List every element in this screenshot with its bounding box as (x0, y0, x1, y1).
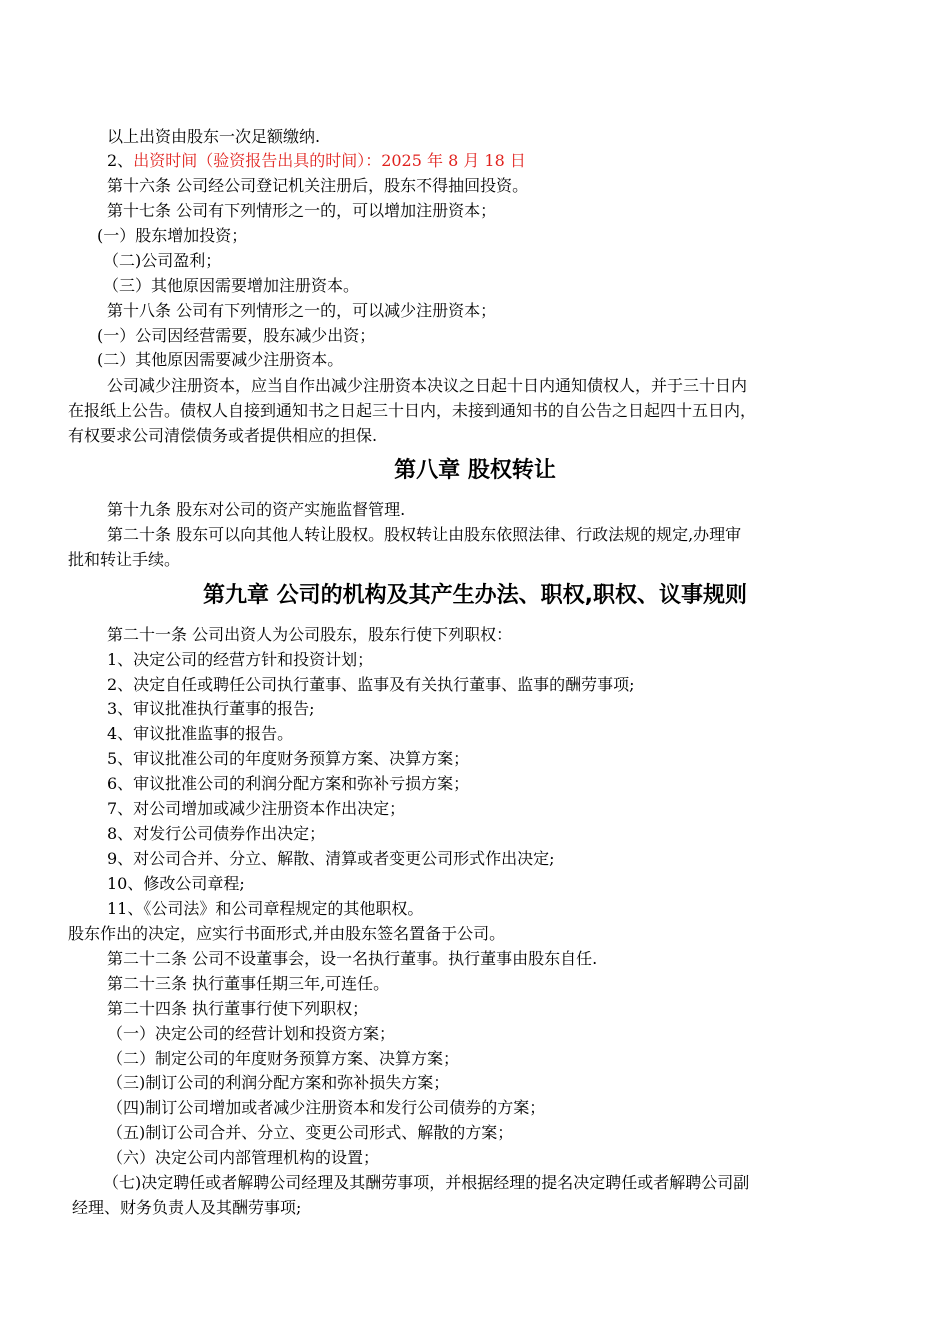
paragraph-line: 批和转让手续。 (68, 550, 181, 569)
list-item: （三)制订公司的利润分配方案和弥补损失方案； (107, 1073, 450, 1092)
list-number: 2、 (107, 151, 134, 170)
paragraph-line: 在报纸上公告。债权人自接到通知书之日起三十日内，未接到通知书的自公告之日起四十五日内， (68, 401, 757, 420)
article-20: 第二十条 股东可以向其他人转让股权。股权转让由股东依照法律、行政法规的规定,办理审 (107, 525, 742, 544)
list-item: 7、对公司增加或减少注册资本作出决定； (107, 799, 406, 818)
list-item: 3、审议批准执行董事的报告; (107, 699, 315, 718)
list-item: （五)制订公司合并、分立、变更公司形式、解散的方案； (107, 1123, 514, 1142)
article-24: 第二十四条 执行董事行使下列职权； (107, 999, 369, 1018)
article-16: 第十六条 公司经公司登记机关注册后，股东不得抽回投资。 (107, 176, 529, 195)
list-item: （三）其他原因需要增加注册资本。 (103, 276, 360, 295)
paragraph-line: 以上出资由股东一次足额缴纳. (107, 127, 321, 146)
list-item: 9、对公司合并、分立、解散、清算或者变更公司形式作出决定; (107, 849, 555, 868)
list-item: （二）制定公司的年度财务预算方案、决算方案； (107, 1049, 460, 1068)
chapter-8-heading: 第八章 股权转让 (394, 458, 556, 483)
article-17: 第十七条 公司有下列情形之一的，可以增加注册资本； (107, 201, 497, 220)
list-item: 10、修改公司章程; (107, 874, 245, 893)
list-item: 1、决定公司的经营方针和投资计划； (107, 650, 374, 669)
paragraph-line: 股东作出的决定，应实行书面形式,并由股东签名置备于公司。 (68, 924, 506, 943)
list-item: 11、《公司法》和公司章程规定的其他职权。 (107, 899, 424, 918)
list-item: 5、审议批准公司的年度财务预算方案、决算方案； (107, 749, 470, 768)
list-item: 4、审议批准监事的报告。 (107, 724, 294, 743)
paragraph-line: 公司减少注册资本，应当自作出减少注册资本决议之日起十日内通知债权人，并于三十日内 (107, 376, 748, 395)
paragraph-line (107, 151, 526, 171)
list-item: （四)制订公司增加或者减少注册资本和发行公司债券的方案； (107, 1098, 546, 1117)
article-19: 第十九条 股东对公司的资产实施监督管理. (107, 500, 406, 519)
article-23: 第二十三条 执行董事任期三年,可连任。 (107, 974, 390, 993)
list-item: （一）决定公司的经营计划和投资方案； (107, 1024, 396, 1043)
chapter-9-heading: 第九章 公司的机构及其产生办法、职权,职权、议事规则 (202, 583, 748, 608)
article-22: 第二十二条 公司不设董事会，设一名执行董事。执行董事由股东自任. (107, 949, 598, 968)
list-item: （二)公司盈利； (103, 251, 222, 270)
list-item: (一）公司因经营需要，股东减少出资； (97, 326, 376, 345)
list-item: (一）股东增加投资； (97, 226, 248, 245)
article-21: 第二十一条 公司出资人为公司股东，股东行使下列职权： (107, 625, 513, 644)
list-item: 8、对发行公司债券作出决定； (107, 824, 326, 843)
list-item: （七)决定聘任或者解聘公司经理及其酬劳事项，并根据经理的提名决定聘任或者解聘公司副 (103, 1173, 750, 1192)
list-item: （六）决定公司内部管理机构的设置； (107, 1148, 380, 1167)
capital-date-highlight: 出资时间（验资报告出具的时间）：2025 年 8 月 18 日 (133, 151, 526, 170)
paragraph-line: 经理、财务负责人及其酬劳事项; (72, 1198, 302, 1217)
article-18: 第十八条 公司有下列情形之一的，可以减少注册资本； (107, 301, 497, 320)
list-item: (二）其他原因需要减少注册资本。 (97, 350, 344, 369)
list-item: 6、审议批准公司的利润分配方案和弥补亏损方案； (107, 774, 470, 793)
list-item: 2、决定自任或聘任公司执行董事、监事及有关执行董事、监事的酬劳事项; (107, 675, 635, 694)
paragraph-line: 有权要求公司清偿债务或者提供相应的担保. (68, 426, 378, 445)
